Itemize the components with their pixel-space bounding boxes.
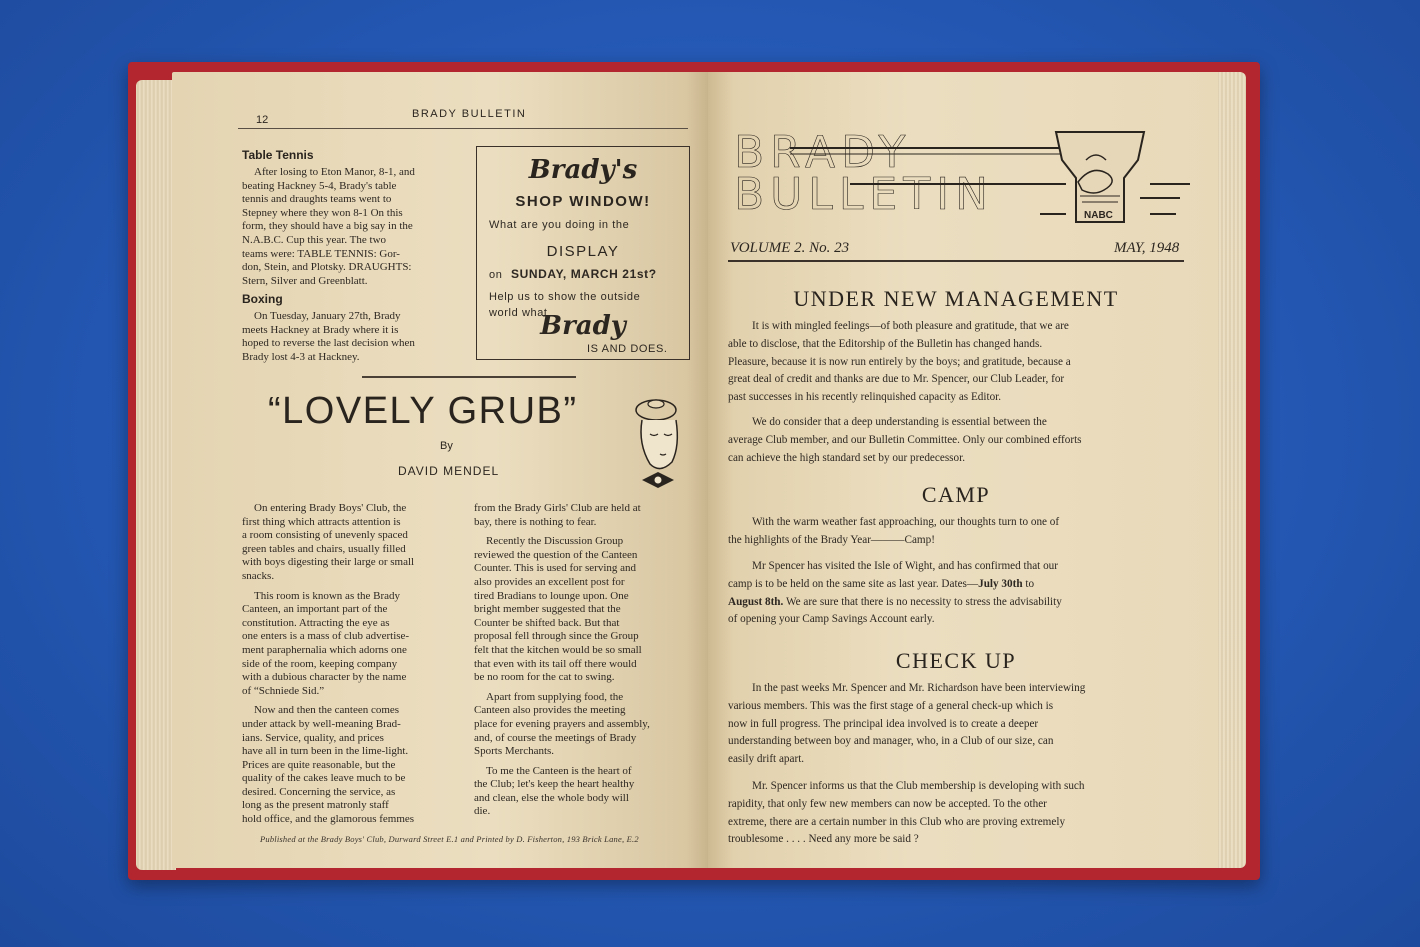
text-line: average Club member, and our Bulletin Committee. Only our combined efforts: [728, 433, 1082, 446]
text-line: with boys digesting their large or small: [242, 556, 415, 569]
text-line: of “Schniede Sid.”: [242, 684, 325, 697]
boxing-text: [242, 310, 462, 364]
text-line: can achieve the high standard set by our predecessor.: [728, 451, 966, 464]
text-line: Apart from supplying food, the: [486, 690, 624, 703]
article-author: DAVID MENDEL: [398, 464, 500, 478]
text-line: able to disclose, that the Editorship of the Bulletin has changed hands.: [728, 337, 1043, 350]
ad-on: on: [489, 269, 503, 281]
page-edges-left: [136, 80, 176, 870]
camp-start-date: July 30th: [978, 577, 1023, 590]
text-line: desired. Concerning the service, as: [242, 785, 396, 798]
text-line: Brady lost 4-3 at Hackney.: [242, 350, 360, 363]
ad-brady: Brady: [540, 311, 626, 341]
text-span: We are sure that there is no necessity to stress the advisability: [783, 595, 1062, 608]
text-line: great deal of credit and thanks are due to Mr. Spencer, our Club Leader, for: [728, 373, 1065, 386]
checkup-paragraph-1: [728, 680, 1184, 769]
text-line: place for evening prayers and assembly,: [474, 717, 650, 730]
text-line: proposal fell through since the Group: [474, 630, 639, 643]
text-line: constitution. Attracting the eye as: [242, 616, 390, 629]
text-line: and clean, else the whole body will: [474, 791, 629, 804]
text-line: hoped to reverse the last decision when: [242, 337, 415, 350]
ad-date: SUNDAY, MARCH 21st?: [511, 267, 657, 281]
text-line: long as the present matronly staff: [242, 799, 389, 812]
text-line: the highlights of the Brady Year———Camp!: [728, 533, 935, 546]
text-line: extreme, there are a certain number in this Club who are proving extremely: [728, 815, 1066, 828]
text-line: reviewed the question of the Canteen: [474, 548, 638, 561]
text-line: snacks.: [242, 569, 275, 582]
text-line: On Tuesday, January 27th, Brady: [254, 310, 401, 322]
article-title: “LOVELY GRUB”: [268, 390, 578, 432]
text-line: To me the Canteen is the heart of: [486, 764, 632, 777]
camp-end-date: August 8th.: [728, 595, 784, 608]
volume-rule: [728, 260, 1184, 262]
text-line: and, of course the meetings of Brady: [474, 731, 637, 744]
text-line: bright member suggested that the: [474, 603, 621, 616]
ad-title: Brady's: [528, 155, 638, 185]
text-line: of opening your Camp Savings Account early.: [728, 613, 935, 626]
text-line: Canteen, an important part of the: [242, 603, 388, 616]
text-line: with a dubious character by the name: [242, 671, 407, 684]
text-line: Canteen also provides the meeting: [474, 704, 626, 717]
text-line: first thing which attracts attention is: [242, 515, 401, 528]
running-head-rule: [238, 128, 688, 129]
text-line: the Club; let's keep the heart healthy: [474, 778, 635, 791]
shop-window-ad: [476, 146, 690, 360]
running-head: BRADY BULLETIN: [412, 108, 527, 120]
text-line: one enters is a mass of club advertise-: [242, 630, 410, 643]
text-line: With the warm weather fast approaching, our thoughts turn to one of: [752, 516, 1060, 528]
issue-date: MAY, 1948: [1114, 240, 1180, 256]
text-line: troublesome . . . . Need any more be said ?: [728, 833, 919, 846]
text-line: a room consisting of unevenly spaced: [242, 529, 408, 542]
text-line: tennis and draughts teams went to: [242, 193, 392, 206]
text-line: [728, 594, 1184, 612]
text-line: Counter. This is used for serving and: [474, 562, 637, 575]
text-line: tired Bradians to lounge upon. One: [474, 589, 629, 602]
text-line: also provides an excellent post for: [474, 575, 625, 588]
ad-help2: world what: [489, 307, 548, 319]
text-line: from the Brady Girls' Club are held at: [474, 502, 641, 514]
page-number: 12: [256, 114, 269, 126]
camp-paragraph-2: [728, 558, 1184, 629]
text-line: various members. This was the first stage of a general check-up which is: [728, 699, 1054, 712]
text-line: [728, 576, 1184, 594]
text-line: Pleasure, because it is now run entirely by the boys; and gratitude, because a: [728, 355, 1071, 368]
text-line: form, they should have a big say in the: [242, 220, 413, 233]
text-span: to: [1022, 577, 1035, 590]
masthead-bulletin: BULLETIN: [734, 169, 994, 220]
text-line: Mr. Spencer informs us that the Club membership is developing with such: [752, 780, 1085, 792]
text-line: rapidity, that only few new members can now be accepted. To the other: [728, 797, 1047, 810]
text-span: camp is to be held on the same site as last year. Dates—: [728, 577, 979, 590]
text-line: Stepney where they won 8-1 On this: [242, 206, 403, 219]
text-line: be no room for the cat to swing.: [474, 671, 615, 684]
text-line: Now and then the canteen comes: [254, 704, 400, 717]
text-line: meets Hackney at Brady where it is: [242, 323, 399, 336]
volume-number: VOLUME 2. No. 23: [730, 240, 850, 256]
text-line: die.: [474, 805, 491, 818]
text-line: felt that the kitchen would be so small: [474, 643, 642, 656]
camp-paragraph-1: [728, 514, 1184, 550]
text-line: under attack by well-meaning Brad-: [242, 717, 401, 730]
text-line: teams were: TABLE TENNIS: Gor-: [242, 247, 400, 260]
heading-check-up: CHECK UP: [895, 648, 1017, 673]
ad-line1: What are you doing in the: [489, 219, 630, 231]
text-line: Prices are quite reasonable, but the: [242, 758, 396, 771]
heading-under-new-management: UNDER NEW MANAGEMENT: [793, 286, 1119, 311]
article-column-1: [242, 502, 462, 827]
masthead-brady: BRADY: [734, 127, 912, 178]
text-line: easily drift apart.: [728, 753, 805, 766]
ad-display: DISPLAY: [546, 243, 620, 260]
text-line: Sports Merchants.: [474, 745, 555, 758]
publisher-footer: Published at the Brady Boys' Club, Durward Street E.1 and Printed by D. Fisherton, 193 Brick Lane, E.2: [260, 834, 639, 844]
text-line: side of the room, keeping company: [242, 657, 398, 670]
text-line: quality of the cakes leave much to be: [242, 772, 406, 785]
text-line: We do consider that a deep understanding is essential between the: [752, 416, 1047, 428]
text-line: now in full progress. The principal idea involved is to create a deeper: [728, 717, 1039, 730]
text-line: that even with its tail off there would: [474, 657, 637, 670]
text-line: On entering Brady Boys' Club, the: [254, 502, 407, 514]
cartoon-face-illustration: [620, 384, 700, 494]
heading-camp: CAMP: [921, 482, 991, 507]
text-line: After losing to Eton Manor, 8-1, and: [254, 166, 415, 178]
text-line: This room is known as the Brady: [254, 589, 401, 602]
boxing-heading: Boxing: [242, 292, 283, 306]
table-tennis-text: [242, 166, 462, 288]
text-line: bay, there is nothing to fear.: [474, 515, 597, 528]
text-line: ment paraphernalia which adorns one: [242, 643, 407, 656]
text-line: N.A.B.C. Cup this year. The two: [242, 233, 387, 246]
text-line: don, Stein, and Plotsky. DRAUGHTS:: [242, 261, 412, 274]
text-line: Stern, Silver and Greenblatt.: [242, 274, 368, 287]
text-line: have all in turn been in the lime-light.: [242, 745, 409, 758]
text-line: beating Hackney 5-4, Brady's table: [242, 179, 397, 192]
ad-is-and-does: IS AND DOES.: [587, 343, 668, 355]
management-paragraph-1: [728, 318, 1184, 407]
nabc-badge: NABC: [1084, 210, 1113, 221]
text-line: In the past weeks Mr. Spencer and Mr. Richardson have been interviewing: [752, 682, 1086, 694]
text-line: understanding between boy and manager, who, in a Club of our size, can: [728, 735, 1054, 748]
table-tennis-heading: Table Tennis: [242, 148, 314, 162]
section-rule: [362, 376, 576, 378]
checkup-paragraph-2: [728, 778, 1184, 849]
text-line: Counter be shifted back. But that: [474, 616, 620, 629]
ad-shop-window: SHOP WINDOW!: [515, 193, 651, 210]
text-line: It is with mingled feelings—of both pleasure and gratitude, that we are: [752, 320, 1069, 332]
management-paragraph-2: [728, 414, 1184, 467]
text-line: green tables and chairs, usually filled: [242, 542, 406, 555]
article-by: By: [440, 440, 453, 452]
right-page: [708, 72, 1218, 868]
text-line: Mr Spencer has visited the Isle of Wight, and has confirmed that our: [752, 560, 1058, 572]
article-column-2: [474, 502, 694, 819]
left-page: [172, 72, 708, 868]
text-line: hold office, and the glamorous femmes: [242, 813, 415, 826]
text-line: Recently the Discussion Group: [486, 535, 624, 548]
ad-help1: Help us to show the outside: [489, 291, 641, 303]
text-line: past successes in his recently relinquished capacity as Editor.: [728, 391, 1002, 404]
text-line: ians. Service, quality, and prices: [242, 731, 384, 744]
